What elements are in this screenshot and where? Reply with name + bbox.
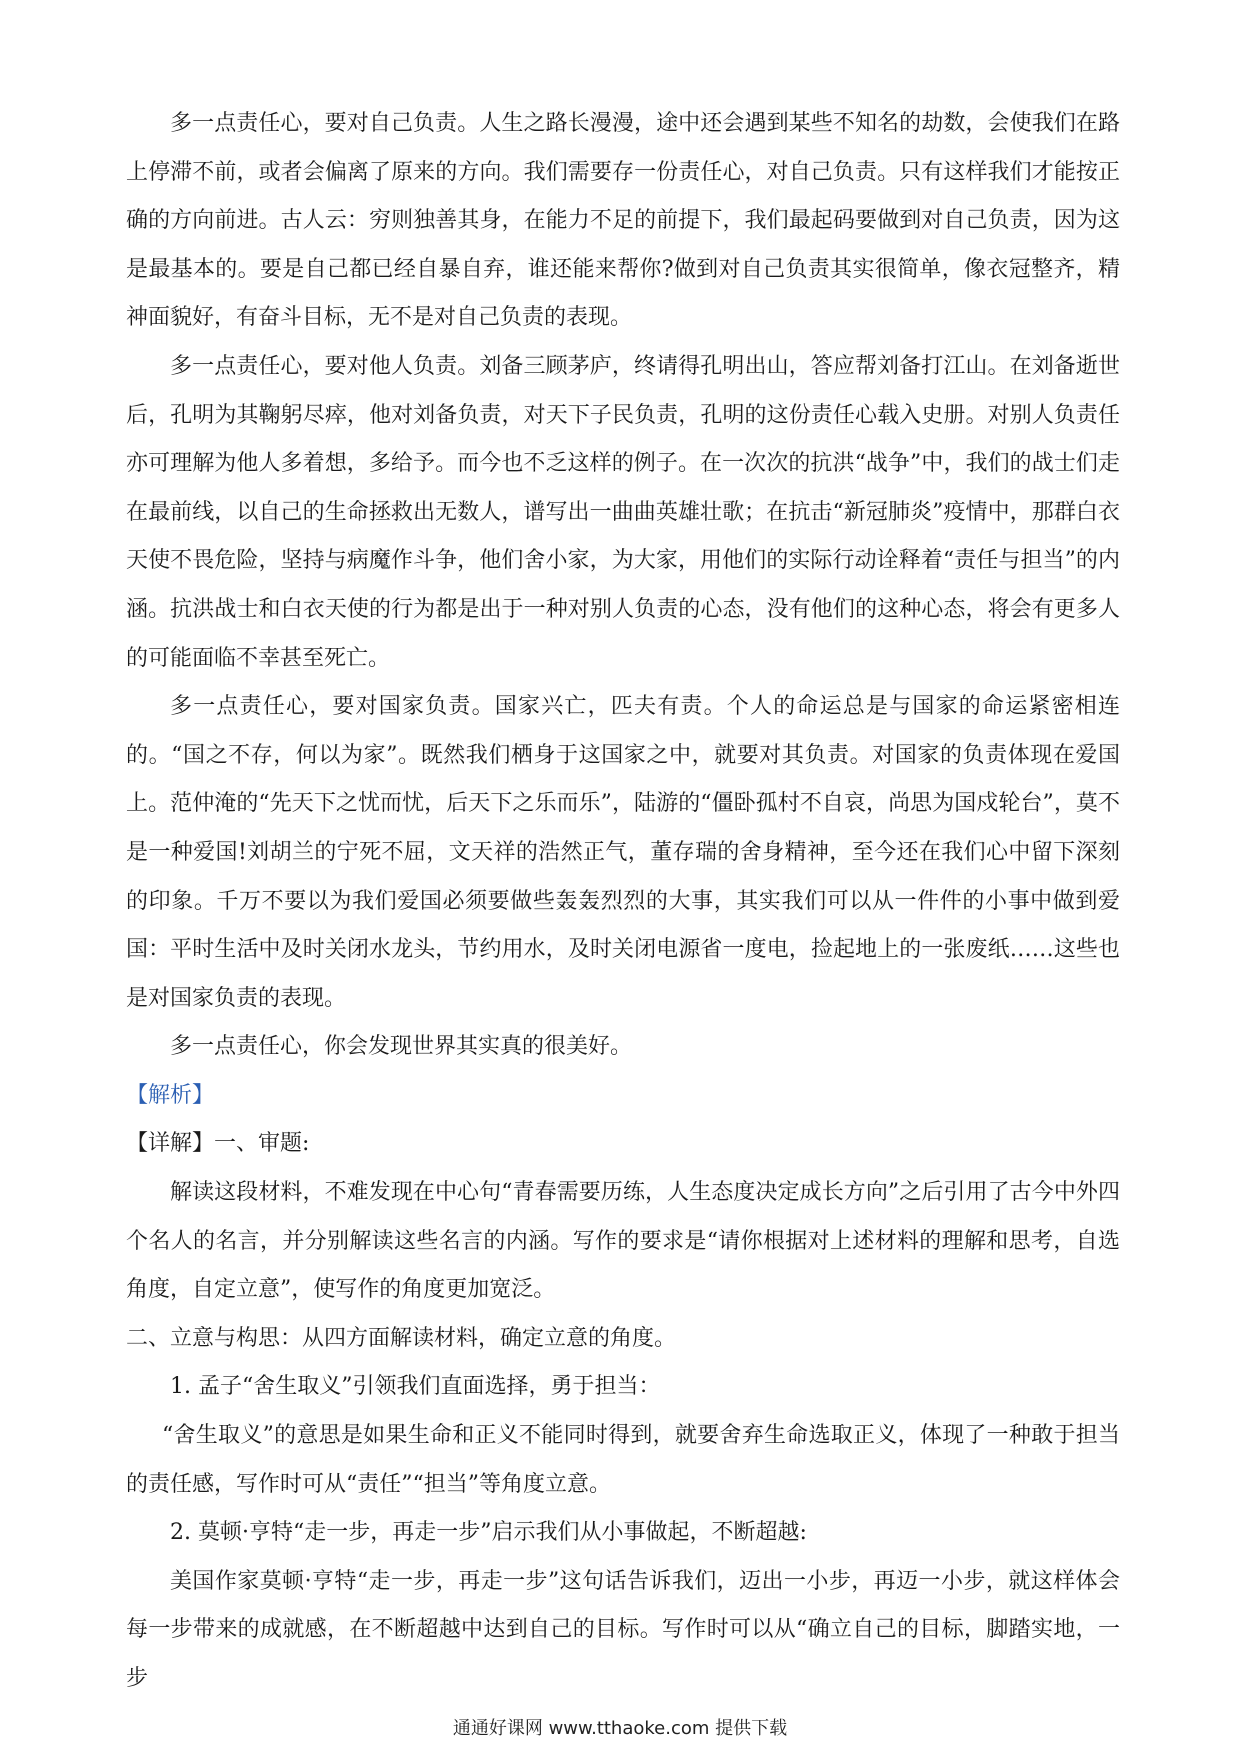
document-body [126,100,1120,1704]
essay-paragraph-others: 多一点责任心，要对他人负责。刘备三顾茅庐，终请得孔明出山，答应帮刘备打江山。在刘备逝世后，孔明为其鞠躬尽瘁，他对刘备负责，对天下子民负责，孔明的这份责任心载入史册。对别人负责任亦可理解为他人多着想，多给予。而今也不乏这样的例子。在一次次的抗洪“战争”中，我们的战士们走在最前线，以自己的生命拯救出无数人，谱写出一曲曲英雄壮歌；在抗击“新冠肺炎”疫情中，那群白衣天使不畏危险，坚持与病魔作斗争，他们舍小家，为大家，用他们的实际行动诠释着“责任与担当”的内涵。抗洪战士和白衣天使的行为都是出于一种对别人负责的心态，没有他们的这种心态，将会有更多人的可能面临不幸甚至死亡。 [126,353,1120,671]
essay-paragraph-conclusion: 多一点责任心，你会发现世界其实真的很美好。 [170,1034,633,1060]
detail-heading [126,1120,1120,1169]
analysis-item-1-body: “舍生取义”的意思是如果生命和正义不能同时得到，就要舍弃生命选取正义，体现了一种敢于担当的责任感，写作时可从“责任”“担当”等角度立意。 [126,1423,1120,1497]
essay-paragraph-country: 多一点责任心，要对国家负责。国家兴亡，匹夫有责。个人的命运总是与国家的命运紧密相连的。“国之不存，何以为家”。既然我们栖身于这国家之中，就要对其负责。对国家的负责体现在爱国上。范仲淹的“先天下之忧而忧，后天下之乐而乐”，陆游的“僵卧孤村不自哀，尚思为国戍轮台”，莫不是一种爱国!刘胡兰的宁死不屈，文天祥的浩然正气，董存瑞的舍身精神，至今还在我们心中留下深刻的印象。千万不要以为我们爱国必须要做些轰轰烈烈的大事，其实我们可以从一件件的小事中做到爱国：平时生活中及时关闭水龙头，节约用水，及时关闭电源省一度电，捡起地上的一张废纸……这些也是对国家负责的表现。 [126,694,1120,1011]
detail-heading-text: 一、审题: [214,1131,310,1157]
essay-paragraph-self: 多一点责任心，要对自己负责。人生之路长漫漫，途中还会遇到某些不知名的劫数，会使我们在路上停滞不前，或者会偏离了原来的方向。我们需要存一份责任心，对自己负责。只有这样我们才能按正确的方向前进。古人云：穷则独善其身，在能力不足的前提下，我们最起码要做到对自己负责，因为这是最基本的。要是自己都已经自暴自弃，谁还能来帮你?做到对自己负责其实很简单，像衣冠整齐，精神面貌好，有奋斗目标，无不是对自己负责的表现。 [126,111,1120,331]
analysis-item-1-title: 1. 孟子“舍生取义”引领我们直面选择，勇于担当： [170,1374,661,1400]
analysis-item-2-body: 美国作家莫顿·亨特“走一步，再走一步”这句话告诉我们，迈出一小步，再迈一小步，就这样体会每一步带来的成就感，在不断超越中达到自己的目标。写作时可以从“确立自己的目标，脚踏实地，一步 [126,1568,1120,1691]
detail-tag: 【详解】 [126,1131,215,1157]
analysis-reading: 解读这段材料，不难发现在中心句“青春需要历练，人生态度决定成长方向”之后引用了古今中外四个名人的名言，并分别解读这些名言的内涵。写作的要求是“请你根据对上述材料的理解和思考，自选角度，自定立意”，使写作的角度更加宽泛。 [126,1180,1120,1303]
page-footer: 通通好课网 www.tthaoke.com 提供下载 [452,1718,788,1739]
analysis-tag: 【解析】 [126,1082,215,1108]
analysis-item-2-title: 2. 莫顿·亨特“走一步，再走一步”启示我们从小事做起，不断超越: [170,1520,807,1546]
analysis-section-2: 二、立意与构思：从四方面解读材料，确定立意的角度。 [126,1325,677,1351]
